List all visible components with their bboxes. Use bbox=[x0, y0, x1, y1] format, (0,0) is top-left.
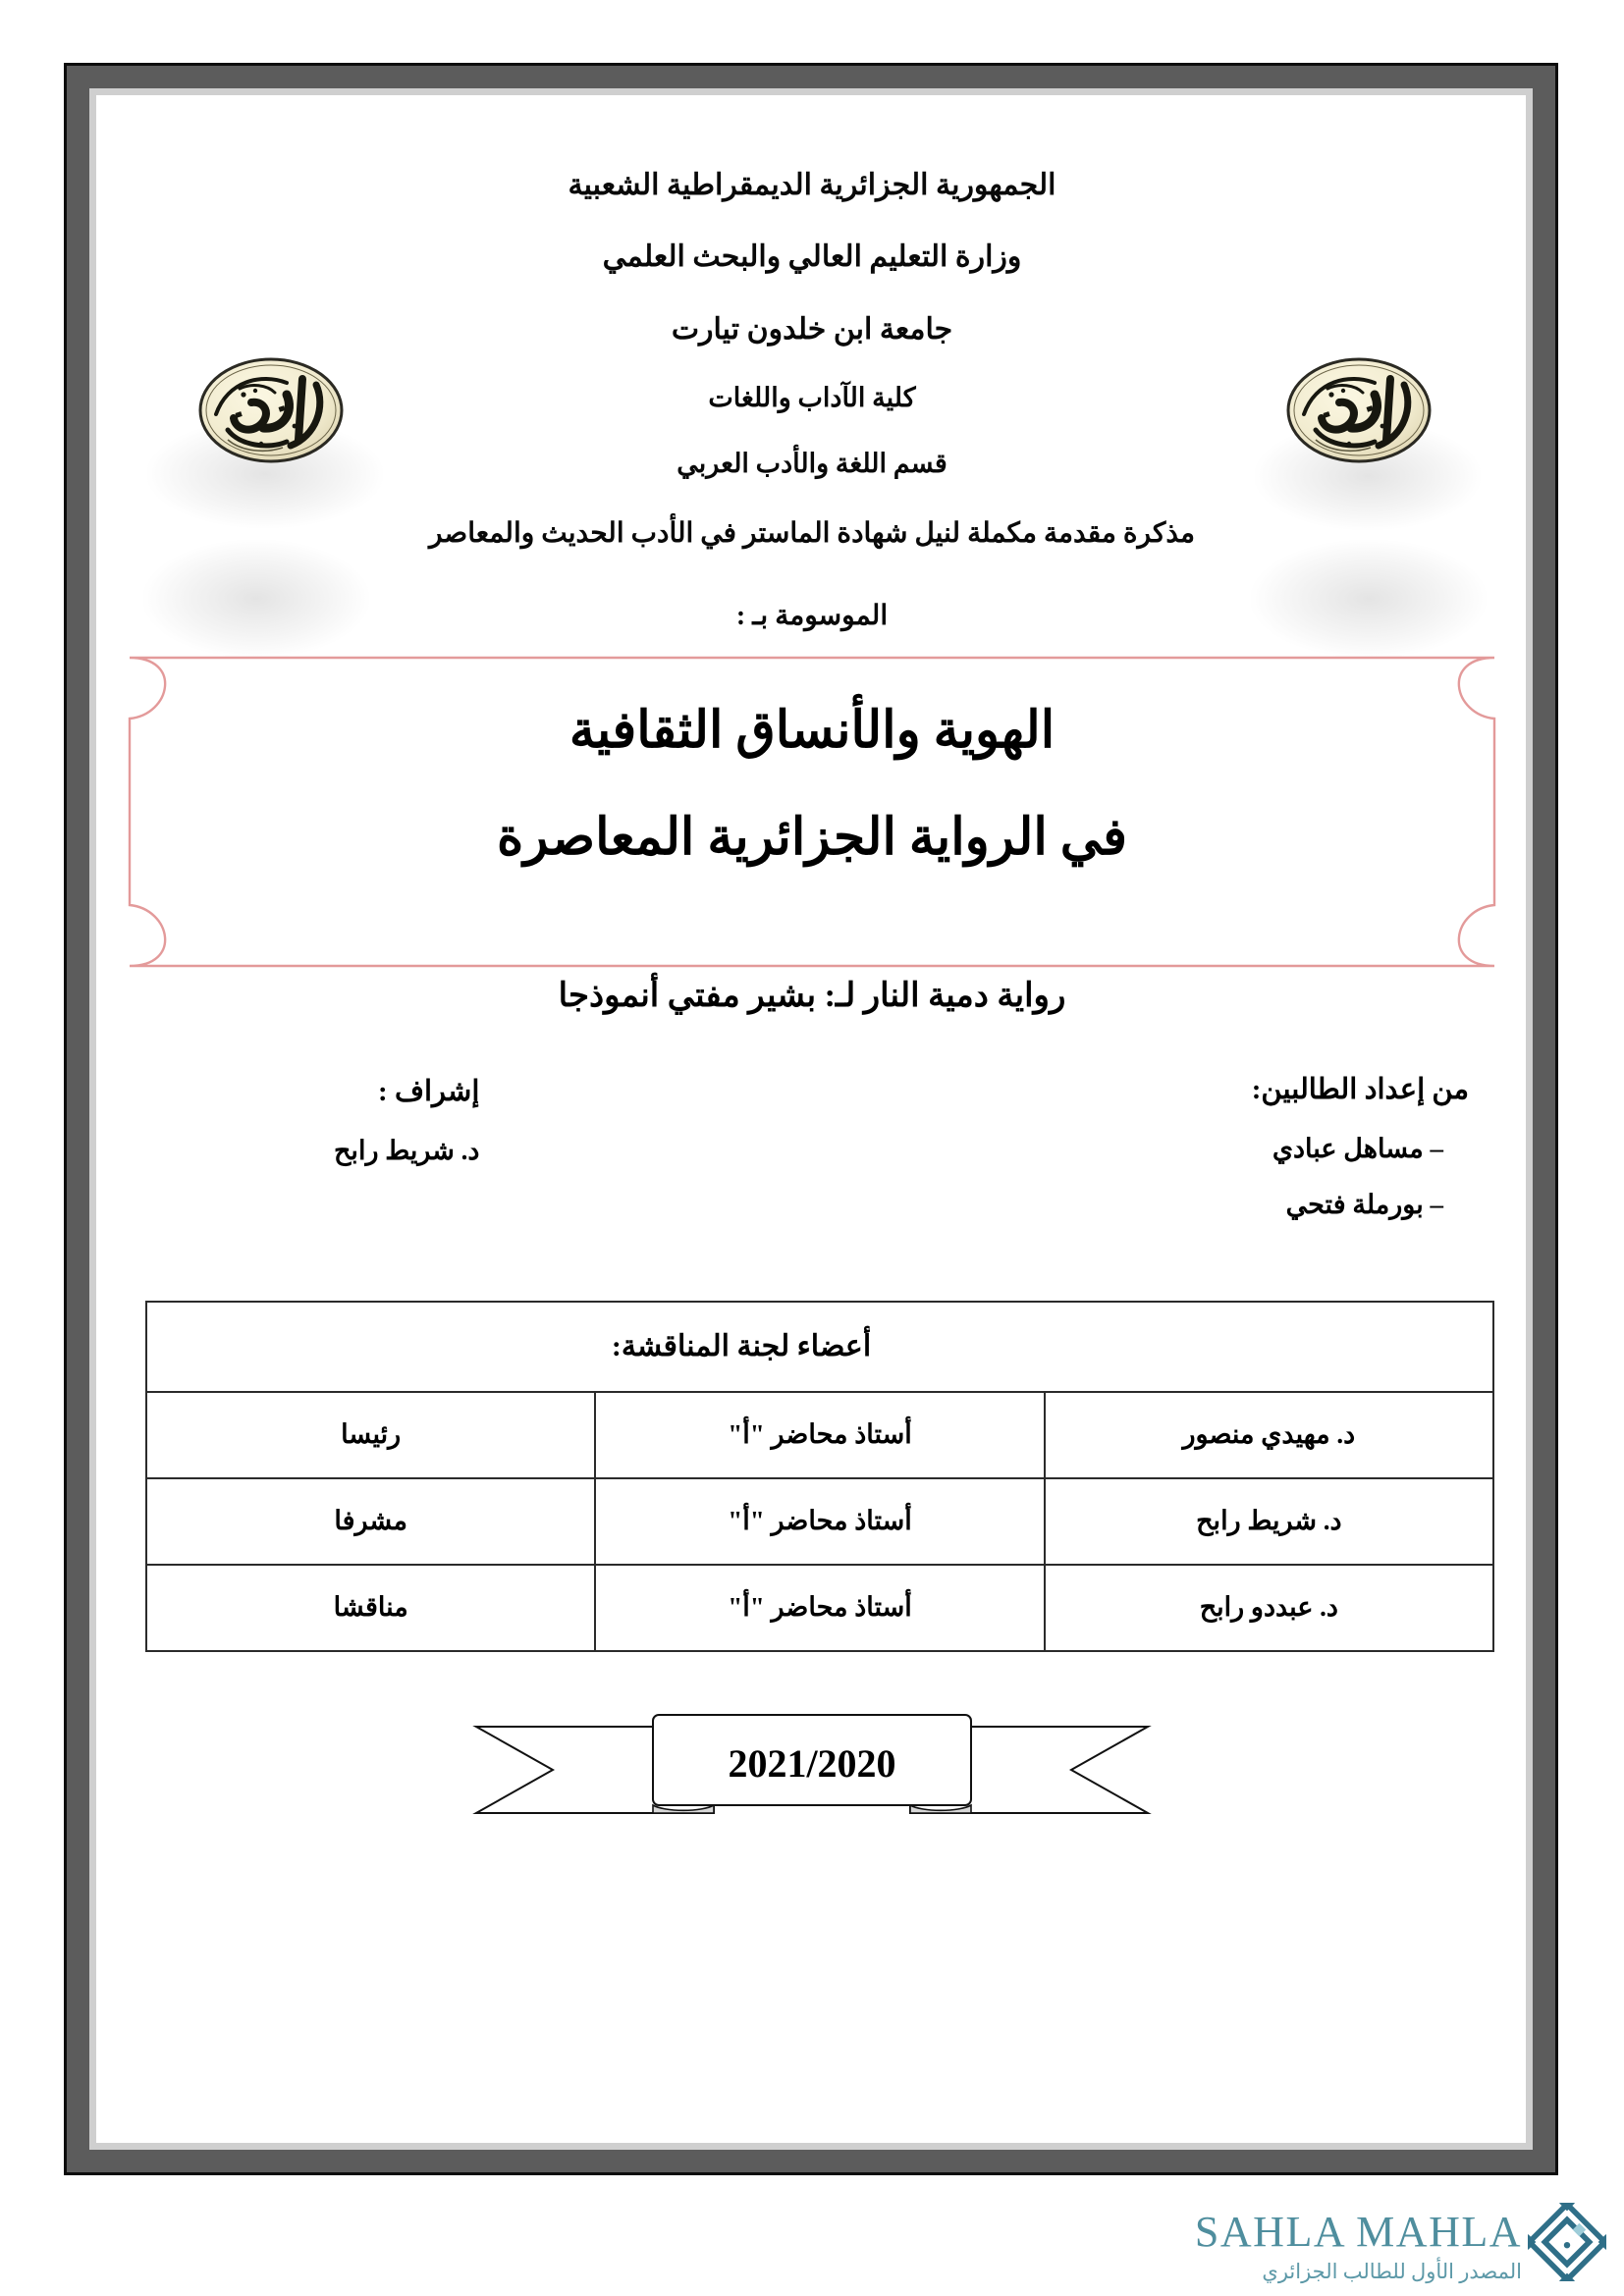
jury-table bbox=[145, 1301, 1494, 1652]
jury-member-rank: أستاذ محاضر "أ" bbox=[595, 1392, 1044, 1478]
student-name: – مساهل عبادي bbox=[1272, 1133, 1443, 1163]
supervisor-heading: إشراف : bbox=[378, 1075, 480, 1107]
jury-heading: أعضاء لجنة المناقشة: bbox=[146, 1302, 1493, 1392]
jury-member-name: د. شريط رابح bbox=[1045, 1478, 1493, 1565]
thesis-title-line-2: في الرواية الجزائرية المعاصرة bbox=[497, 809, 1127, 866]
diamond-logo-icon bbox=[1528, 2203, 1606, 2281]
jury-member-name: د. مهيدي منصور bbox=[1045, 1392, 1493, 1478]
supervisor-name: د. شريط رابح bbox=[334, 1135, 480, 1165]
supervisor-column bbox=[334, 1072, 479, 1246]
academic-year-value: 2021/2020 bbox=[728, 1740, 896, 1786]
student-name: – بورملة فتحي bbox=[1285, 1189, 1443, 1219]
academic-year-ribbon bbox=[108, 1703, 1516, 1829]
brand-name: SAHLA MAHLA bbox=[1194, 2208, 1522, 2256]
table-row bbox=[146, 1478, 1493, 1565]
authors-section bbox=[108, 1072, 1516, 1246]
page-content bbox=[108, 108, 1516, 2130]
thesis-title-line-1: الهوية والأنساق الثقافية bbox=[568, 702, 1056, 759]
jury-member-role: مشرفا bbox=[146, 1478, 595, 1565]
header-line-university: جامعة ابن خلدون تيارت bbox=[671, 313, 953, 346]
jury-member-role: مناقشا bbox=[146, 1565, 595, 1651]
header-line-degree: مذكرة مقدمة مكملة لنيل شهادة الماستر في الأدب الحديث والمعاصر bbox=[428, 517, 1196, 549]
jury-member-name: د. عبددو رابح bbox=[1045, 1565, 1493, 1651]
header-line-entitled: الموسومة بـ : bbox=[735, 600, 889, 631]
thesis-subtitle: رواية دمية النار لـ: بشير مفتي أنموذجا bbox=[558, 977, 1066, 1014]
header-line-republic: الجمهورية الجزائرية الديمقراطية الشعبية bbox=[568, 169, 1056, 201]
thesis-title bbox=[126, 654, 1498, 870]
university-seal-right-icon bbox=[1280, 355, 1437, 465]
sahla-mahla-watermark bbox=[1195, 2209, 1606, 2284]
jury-member-rank: أستاذ محاضر "أ" bbox=[595, 1478, 1044, 1565]
thesis-title-frame bbox=[126, 654, 1498, 970]
students-column bbox=[1252, 1072, 1469, 1246]
jury-table-wrapper bbox=[145, 1301, 1494, 1652]
header-line-department: قسم اللغة والأدب العربي bbox=[677, 448, 947, 478]
brand-text-block bbox=[1195, 2209, 1522, 2284]
jury-table-header-row bbox=[146, 1302, 1493, 1392]
university-seal-left-icon bbox=[192, 355, 350, 465]
students-heading: من إعداد الطالبين: bbox=[1251, 1073, 1469, 1105]
table-row bbox=[146, 1392, 1493, 1478]
brand-tagline: المصدر الأول للطالب الجزائري bbox=[1262, 2260, 1522, 2283]
table-row bbox=[146, 1565, 1493, 1651]
jury-member-role: رئيسا bbox=[146, 1392, 595, 1478]
header-line-ministry: وزارة التعليم العالي والبحث العلمي bbox=[602, 240, 1022, 273]
jury-member-rank: أستاذ محاضر "أ" bbox=[595, 1565, 1044, 1651]
header-line-faculty: كلية الآداب واللغات bbox=[708, 382, 916, 412]
